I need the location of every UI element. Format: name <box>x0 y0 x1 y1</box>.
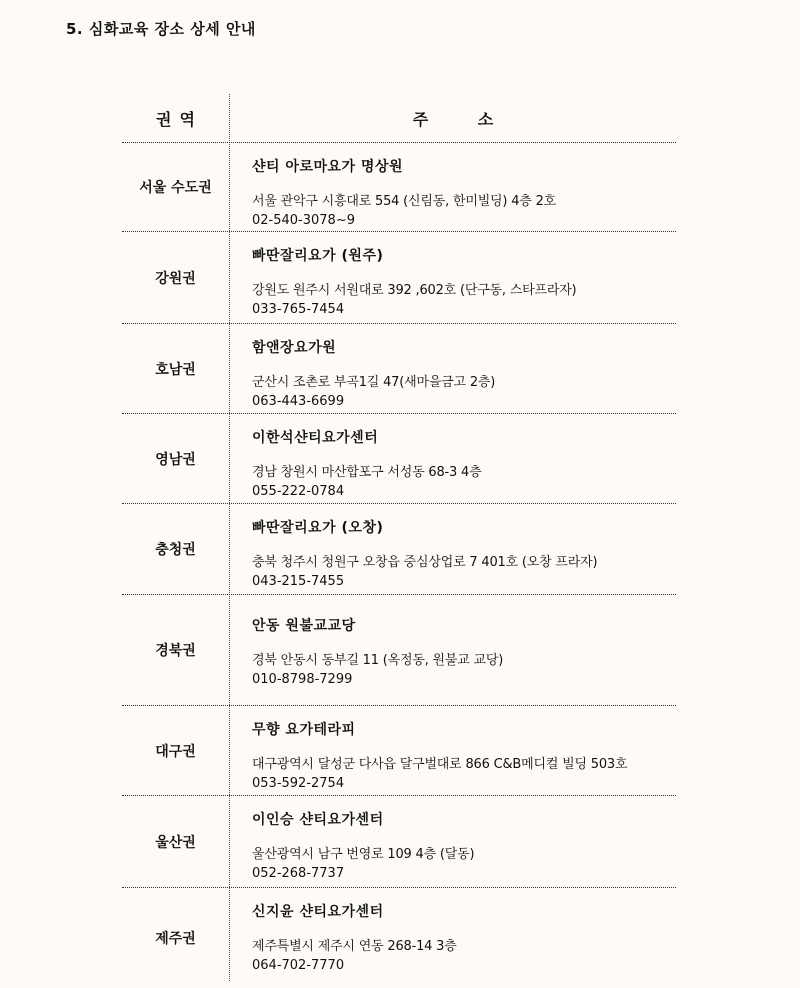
table-row <box>122 414 676 504</box>
location-address: 충북 청주시 청원구 오창읍 중심상업로 7 401호 (오창 프라자) <box>252 555 598 570</box>
table-header <box>122 94 676 143</box>
section-title: 5. 심화교육 장소 상세 안내 <box>66 20 256 38</box>
table-row <box>122 232 676 324</box>
location-phone: 063-443-6699 <box>252 394 345 409</box>
location-phone: 043-215-7455 <box>252 574 345 589</box>
location-address: 제주특별시 제주시 연동 268-14 3층 <box>252 939 457 954</box>
location-table <box>122 94 676 988</box>
address-column-header: 주 소 <box>412 110 516 129</box>
region-column-header: 권역 <box>156 110 203 129</box>
location-cell <box>252 901 676 973</box>
location-name: 샨티 아로마요가 명상원 <box>252 159 403 175</box>
table-row <box>122 796 676 888</box>
region-cell: 울산권 <box>155 834 196 851</box>
location-name: 무향 요가테라피 <box>252 722 356 738</box>
location-address: 서울 관악구 시흥대로 554 (신림동, 한미빌딩) 4층 2호 <box>252 194 557 209</box>
location-cell <box>252 156 676 228</box>
location-phone: 052-268-7737 <box>252 866 345 881</box>
location-address: 대구광역시 달성군 다사읍 달구벌대로 866 C&B메디컬 빌딩 503호 <box>252 757 628 772</box>
location-address: 경남 창원시 마산합포구 서성동 68-3 4층 <box>252 465 482 480</box>
location-address: 군산시 조촌로 부곡1길 47(새마을금고 2층) <box>252 375 496 390</box>
table-row <box>122 888 676 988</box>
location-cell <box>252 245 676 317</box>
location-phone: 055-222-0784 <box>252 484 345 499</box>
table-row <box>122 504 676 595</box>
location-name: 이한석샨티요가센터 <box>252 430 379 446</box>
location-phone: 02-540-3078~9 <box>252 213 355 228</box>
region-cell: 경북권 <box>155 643 196 659</box>
location-address: 강원도 원주시 서원대로 392 ,602호 (단구동, 스타프라자) <box>252 283 577 298</box>
region-cell: 제주권 <box>155 931 196 947</box>
location-cell <box>252 615 676 687</box>
location-name: 빠딴잘리요가 (오창) <box>252 520 384 536</box>
table-row <box>122 595 676 706</box>
location-name: 이인승 샨티요가센터 <box>252 812 384 828</box>
location-name: 신지윤 샨티요가센터 <box>252 904 384 920</box>
location-name: 함앤장요가원 <box>252 340 337 356</box>
location-cell <box>252 337 676 409</box>
region-cell: 서울 수도권 <box>139 180 212 196</box>
location-address: 울산광역시 남구 번영로 109 4층 (달동) <box>252 847 475 862</box>
region-cell: 호남권 <box>155 361 196 378</box>
table-row <box>122 143 676 232</box>
region-cell: 영남권 <box>155 451 196 468</box>
location-cell <box>252 427 676 499</box>
location-phone: 053-592-2754 <box>252 776 345 791</box>
table-row <box>122 706 676 796</box>
table-row <box>122 324 676 414</box>
location-cell <box>252 719 676 791</box>
location-name: 안동 원불교교당 <box>252 618 356 634</box>
location-cell <box>252 517 676 589</box>
region-cell: 대구권 <box>155 743 196 760</box>
location-phone: 033-765-7454 <box>252 302 345 317</box>
location-phone: 010-8798-7299 <box>252 672 353 687</box>
region-cell: 강원권 <box>155 270 196 287</box>
location-address: 경북 안동시 동부길 11 (옥정동, 원불교 교당) <box>252 653 504 668</box>
location-name: 빠딴잘리요가 (원주) <box>252 248 384 264</box>
location-cell <box>252 809 676 881</box>
region-cell: 충청권 <box>155 542 196 558</box>
location-phone: 064-702-7770 <box>252 958 345 973</box>
